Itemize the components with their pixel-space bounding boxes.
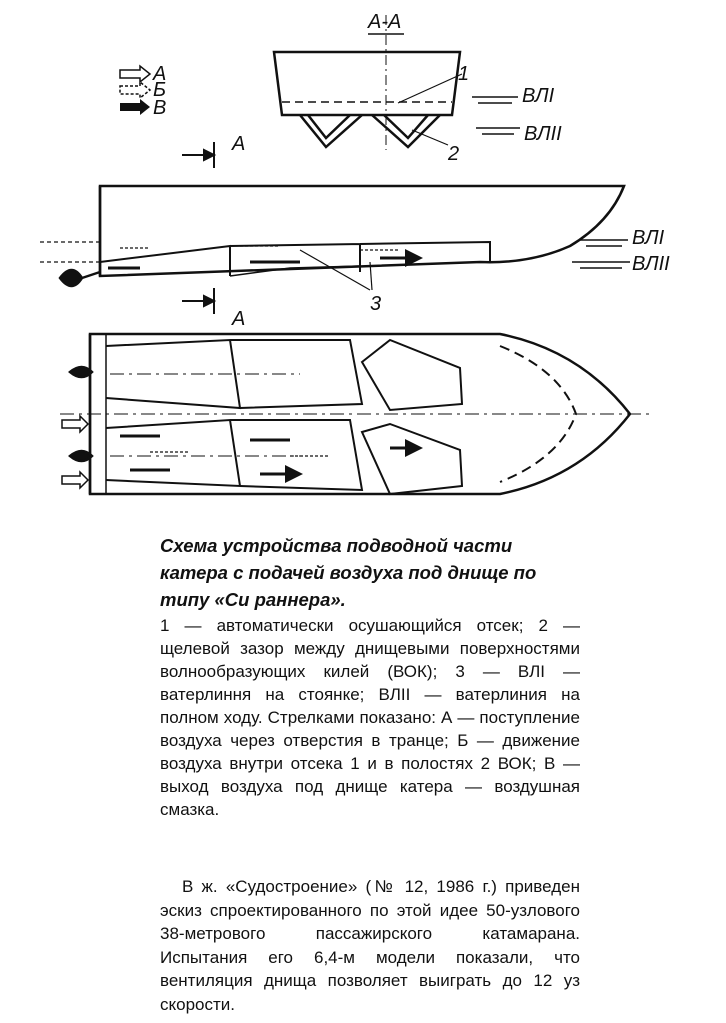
callout-1: 1 <box>458 63 470 85</box>
section-mark-bottom: А <box>232 308 246 330</box>
waterline-2-label-section: ВЛII <box>524 123 562 145</box>
cross-section-view <box>274 11 520 150</box>
legend-label-a: А <box>153 63 167 85</box>
legend-label-b: Б <box>153 79 167 101</box>
figure-caption-title: Схема устройства подводной части катера с подачей воздуха под днище по типу «Си раннера». <box>160 535 537 610</box>
hollow-arrow-icon <box>120 66 150 82</box>
section-marker-bottom <box>182 288 214 314</box>
body-paragraph: В ж. «Судостроение» (№ 12, 1986 г.) приведен эскиз спроектированного по этой идее 50-узлового 38-метрового пассажирского катамарана. Испытания его 6,4-м модели показали, что вентиляция днища позволяет выиграть до 12 уз скорости. <box>160 877 580 1014</box>
dashed-arrow-icon <box>120 82 150 98</box>
figure-legend-text: 1 — автоматически осушающийся отсек; 2 — щелевой зазор между днищевыми поверхностями волнообразующих килей (ВОК); 3 — ВЛI — ватерлиння на стоянке; ВЛII — ватерлиния на полном ходу. Стрелками показано: А — поступление воздуха через отверстия в транце; Б — движение воздуха внутри отсека 1 и в полостях 2 ВОК; В — выход воздуха под днище катера — воздушная смазка. <box>160 616 580 819</box>
arrow-legend <box>120 63 166 119</box>
side-view <box>40 186 630 290</box>
waterline-1-label-side: ВЛI <box>632 227 665 249</box>
section-marker-top <box>182 142 214 168</box>
callout-2: 2 <box>448 143 460 165</box>
section-mark-top: А <box>232 133 246 155</box>
section-title: А-А <box>368 11 402 33</box>
plan-view <box>60 334 650 494</box>
callout-3: 3 <box>370 293 382 315</box>
solid-arrow-icon <box>120 99 150 115</box>
waterline-1-label-section: ВЛI <box>522 85 555 107</box>
legend-label-v: В <box>153 97 167 119</box>
figure-legend <box>160 614 580 821</box>
waterline-2-label-side: ВЛII <box>632 253 670 275</box>
